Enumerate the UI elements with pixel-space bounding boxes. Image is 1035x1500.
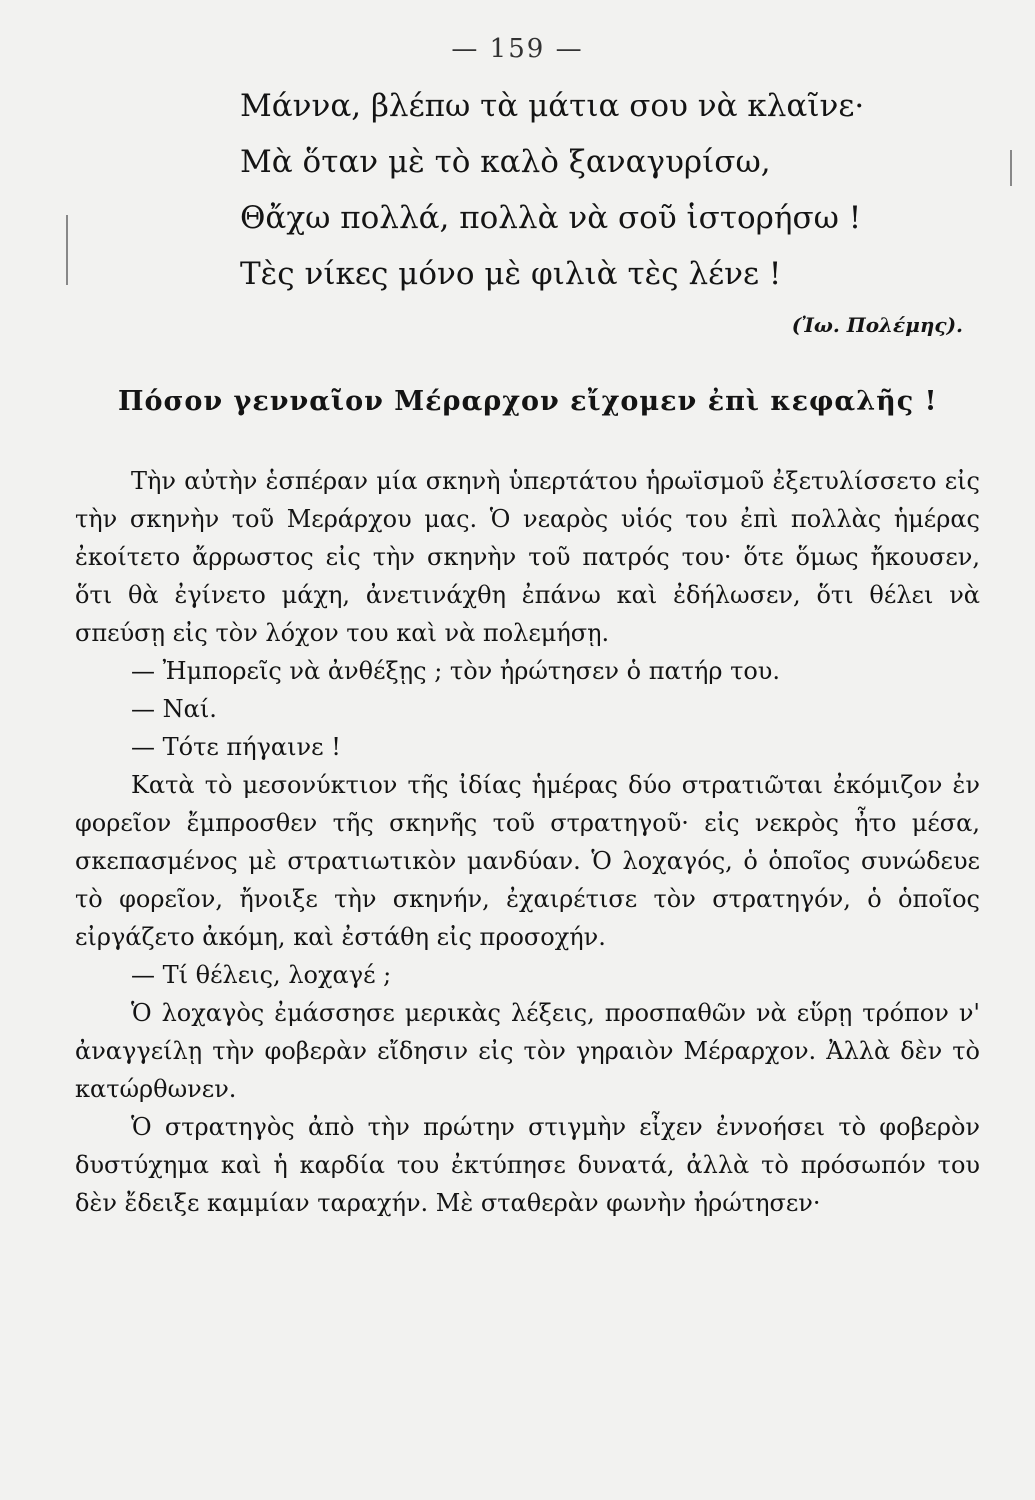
paragraph: Κατὰ τὸ μεσονύκτιον τῆς ἰδίας ἡμέρας δύο στρατιῶται ἐκόμιζον ἐν φορεῖον ἔμπροσθεν τῆς σκηνῆς τοῦ στρατηγοῦ· εἰς νεκρὸς ἦτο μέσα, σκεπασμένος μὲ στρατιωτικὸν μανδύαν. Ὁ λοχαγός, ὁ ὁποῖος συνώδευε τὸ φορεῖον, ἤνοιξε τὴν σκηνήν, ἐχαιρέτισε τὸν στρατηγόν, ὁ ὁποῖος εἰργάζετο ἀκόμη, καὶ ἐστάθη εἰς προσοχήν. [75, 771, 980, 951]
poem-stanza [240, 78, 864, 302]
section-title: Πόσον γενναῖον Μέραρχον εἴχομεν ἐπὶ κεφαλῆς ! [118, 386, 938, 417]
poem-line: Μάννα, βλέπω τὰ μάτια σου νὰ κλαῖνε· [240, 88, 865, 124]
paragraph: Τὴν αὐτὴν ἑσπέραν μία σκηνὴ ὑπερτάτου ἡρωϊσμοῦ ἐξετυλίσσετο εἰς τὴν σκηνὴν τοῦ Μεράρχου μας. Ὁ νεαρὸς υἱός του ἐπὶ πολλὰς ἡμέρας ἐκοίτετο ἄρρωστος εἰς τὴν σκηνὴν τοῦ πατρός του· ὅτε ὅμως ἤκουσεν, ὅτι θὰ ἐγίνετο μάχη, ἀνετινάχθη ἐπάνω καὶ ἐδήλωσεν, ὅτι θέλει νὰ σπεύσῃ εἰς τὸν λόχον του καὶ νὰ πολεμήσῃ. [75, 467, 980, 647]
body-text [75, 462, 980, 1222]
dialogue-line: — Τότε πήγαινε ! [131, 733, 341, 761]
paragraph: Ὁ στρατηγὸς ἀπὸ τὴν πρώτην στιγμὴν εἶχεν ἐννοήσει τὸ φοβερὸν δυστύχημα καὶ ἡ καρδία του ἐκτύπησε δυνατά, ἀλλὰ τὸ πρόσωπόν του δὲν ἔδειξε καμμίαν ταραχήν. Μὲ σταθερὰν φωνὴν ἠρώτησεν· [75, 1113, 980, 1217]
scan-margin-mark [1010, 150, 1012, 186]
paragraph: Ὁ λοχαγὸς ἐμάσσησε μερικὰς λέξεις, προσπαθῶν νὰ εὕρῃ τρόπον ν' ἀναγγείλῃ τὴν φοβερὰν εἴδησιν εἰς τὸν γηραιὸν Μέραρχον. Ἀλλὰ δὲν τὸ κατώρθωνεν. [75, 999, 980, 1103]
dialogue-line: — Τί θέλεις, λοχαγέ ; [131, 961, 392, 989]
page-number: — 159 — [451, 34, 584, 64]
poem-line: Θἄχω πολλά, πολλὰ νὰ σοῦ ἱστορήσω ! [240, 200, 862, 236]
dialogue-line: — Ναί. [131, 695, 217, 723]
poem-line: Μὰ ὅταν μὲ τὸ καλὸ ξαναγυρίσω, [240, 144, 771, 180]
dialogue-line: — Ἠμπορεῖς νὰ ἀνθέξῃς ; τὸν ἠρώτησεν ὁ πατήρ του. [131, 657, 781, 685]
scan-margin-mark [66, 215, 68, 285]
poem-attribution: (Ἰω. Πολέμης). [791, 313, 963, 337]
poem-line: Τὲς νίκες μόνο μὲ φιλιὰ τὲς λένε ! [240, 256, 782, 292]
